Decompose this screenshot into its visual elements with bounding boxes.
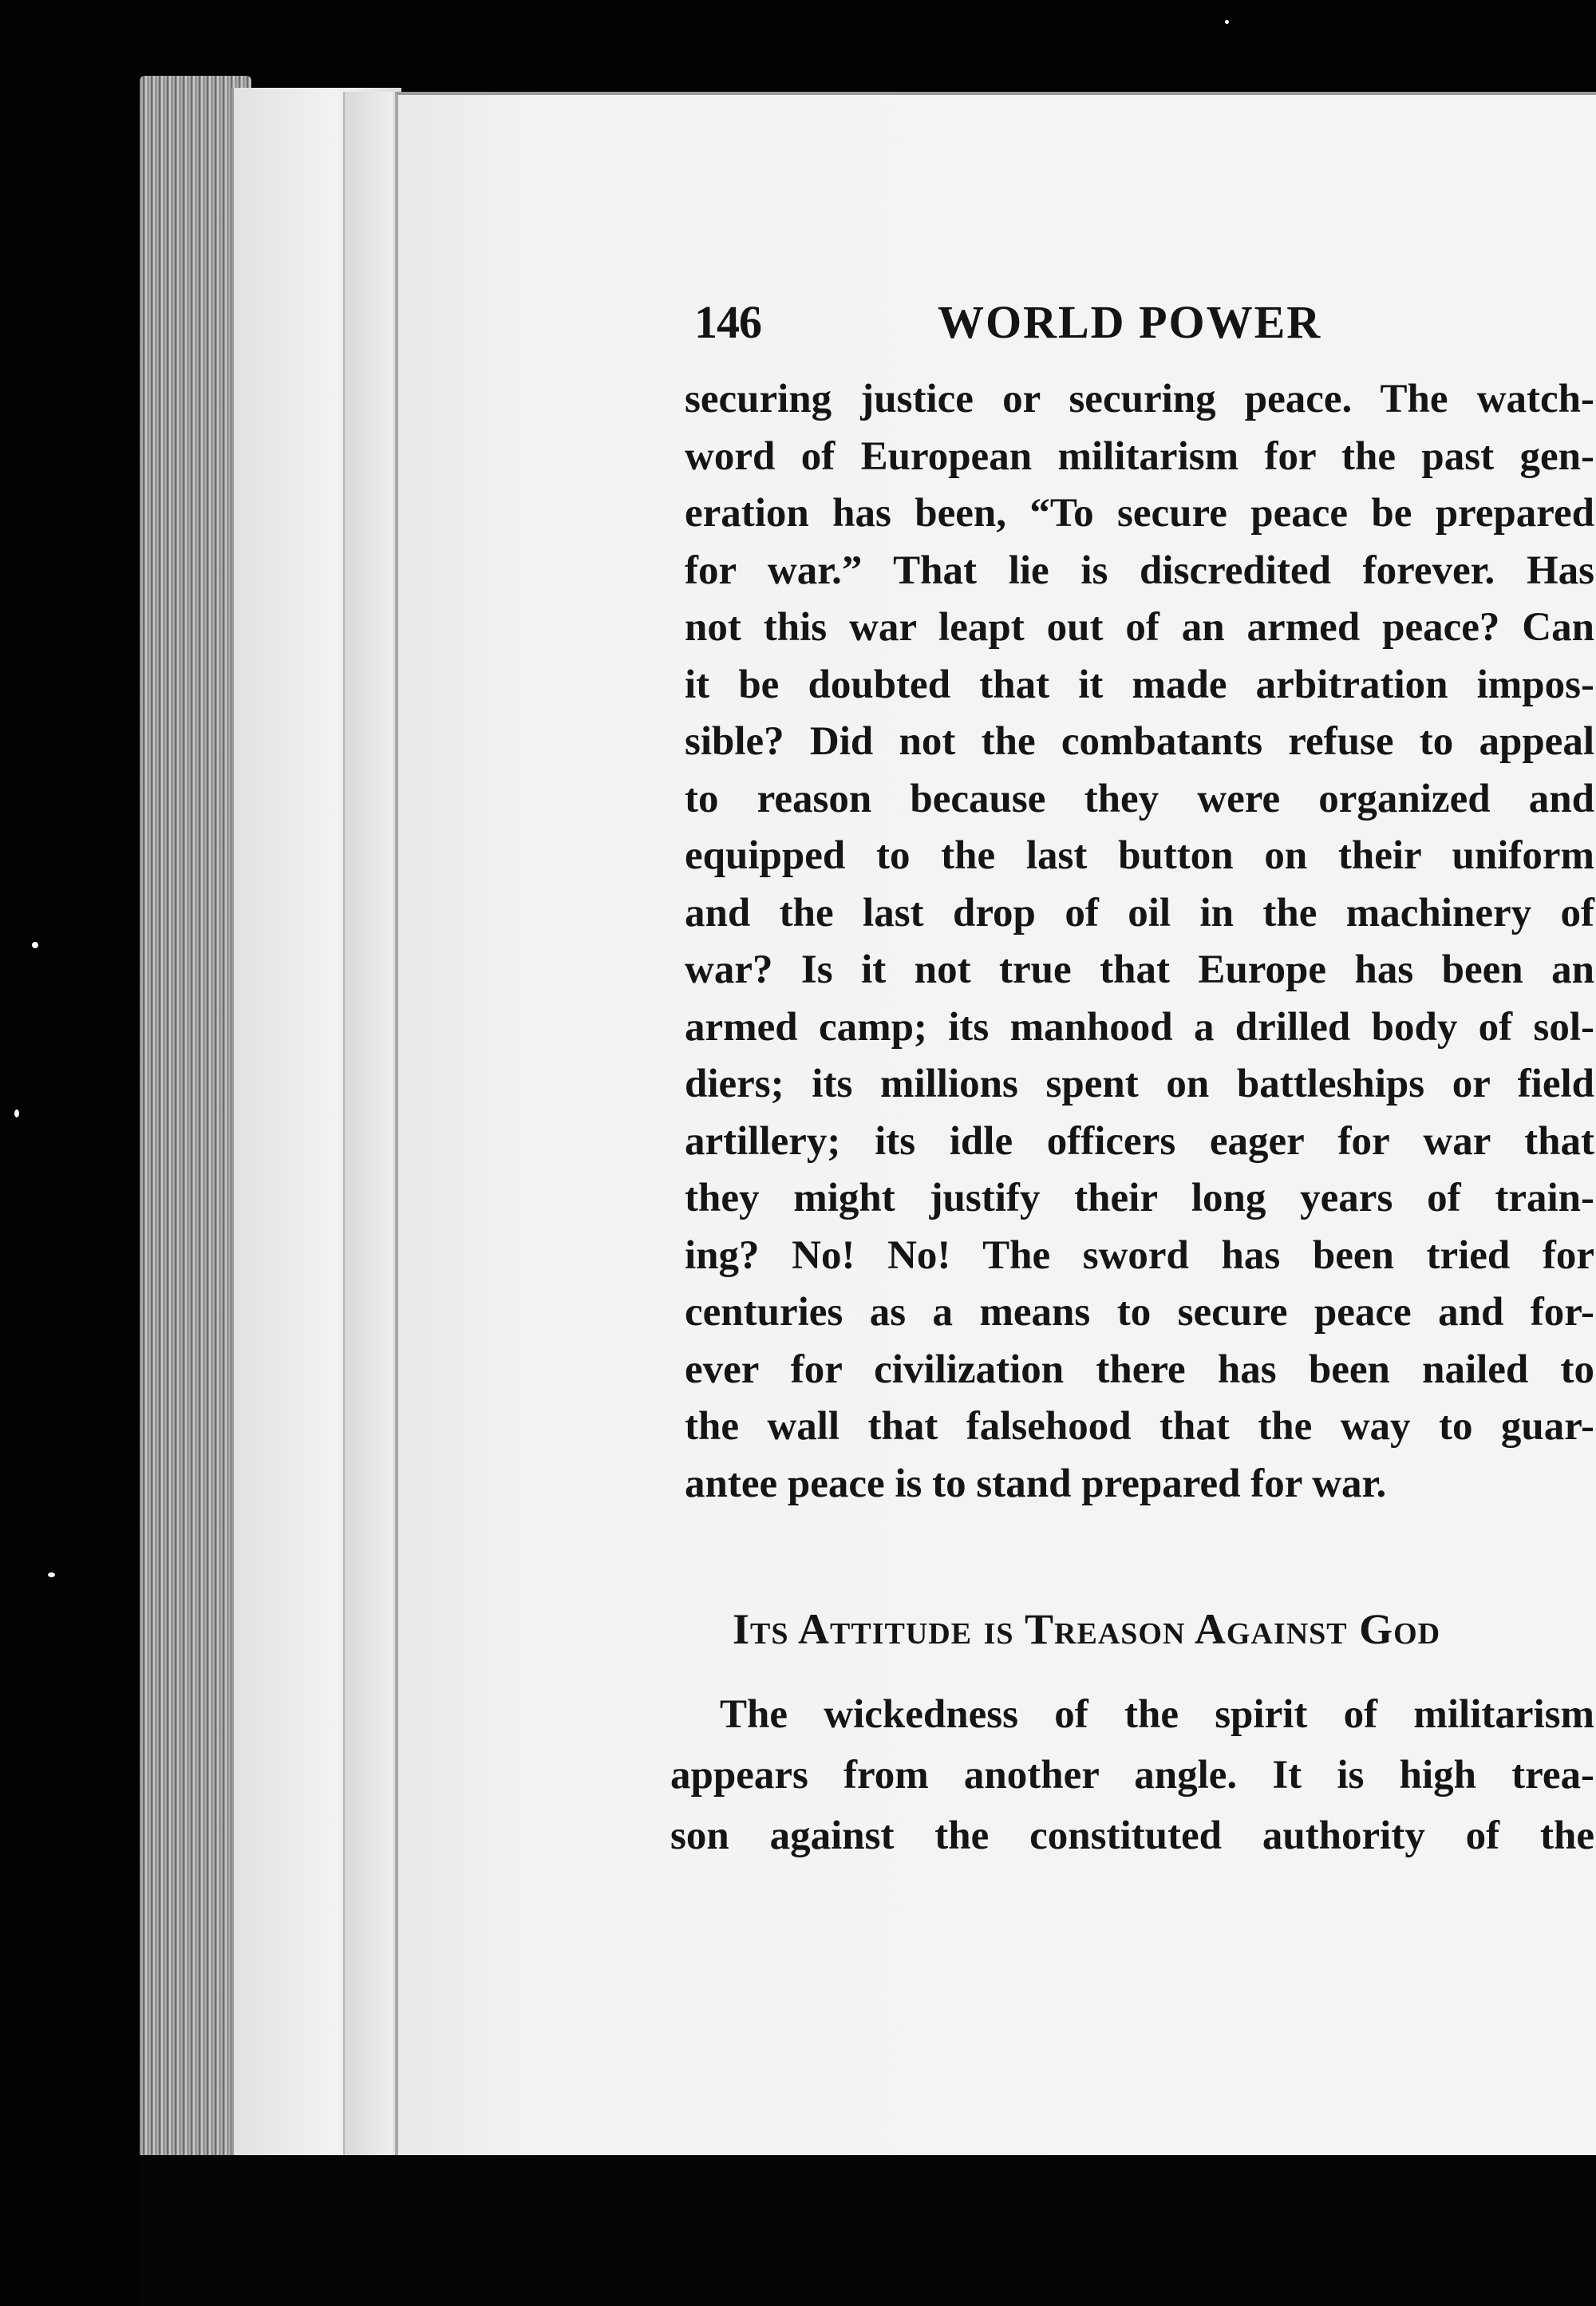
text-line: for war.” That lie is discredited forever. Has [685, 548, 1594, 593]
text-line: antee peace is to stand prepared for war. [685, 1461, 1387, 1506]
scan-speck [48, 1572, 55, 1577]
section-heading: Its Attitude is Treason Against God [733, 1605, 1441, 1653]
scan-speck [1225, 20, 1229, 24]
text-line: artillery; its idle officers eager for war that [685, 1118, 1594, 1164]
text-line: ing? No! No! The sword has been tried for [685, 1232, 1594, 1278]
bottom-shadow [140, 2155, 1596, 2306]
running-head-title: WORLD POWER [938, 296, 1322, 348]
paragraph-2 [670, 1684, 1594, 1866]
text-line: diers; its millions spent on battleships or field [685, 1062, 1594, 1106]
text-line: equipped to the last button on their uniform [685, 833, 1594, 878]
text-line: it be doubted that it made arbitration impos- [685, 662, 1594, 707]
text-line: eration has been, “To secure peace be prepared [685, 491, 1594, 536]
scan-speck [14, 1109, 19, 1117]
paragraph-1 [685, 371, 1594, 1513]
text-line: war? Is it not true that Europe has been an [685, 947, 1594, 992]
text-line: son against the constituted authority of the [670, 1814, 1594, 1858]
text-line: sible? Did not the combatants refuse to appeal [685, 719, 1594, 764]
page-fold [343, 92, 393, 2167]
text-line: centuries as a means to secure peace and for- [685, 1290, 1594, 1335]
text-line: securing justice or securing peace. The watch- [685, 377, 1594, 421]
running-head [694, 295, 1492, 351]
text-line: The wickedness of the spirit of militarism [720, 1692, 1594, 1737]
text-line: not this war leapt out of an armed peace? Can [685, 605, 1594, 650]
text-line: the wall that falsehood that the way to guar- [685, 1404, 1594, 1449]
text-line: they might justify their long years of train- [685, 1176, 1594, 1220]
scan-speck [32, 942, 38, 948]
text-line: word of European militarism for the past gen- [685, 433, 1594, 479]
text-line: appears from another angle. It is high trea- [670, 1753, 1594, 1798]
page-number: 146 [694, 296, 761, 348]
text-line: and the last drop of oil in the machinery of [685, 890, 1594, 935]
text-line: to reason because they were organized and [685, 776, 1594, 821]
text-line: armed camp; its manhood a drilled body of sol- [685, 1004, 1594, 1050]
text-line: ever for civilization there has been nailed to [685, 1347, 1594, 1392]
